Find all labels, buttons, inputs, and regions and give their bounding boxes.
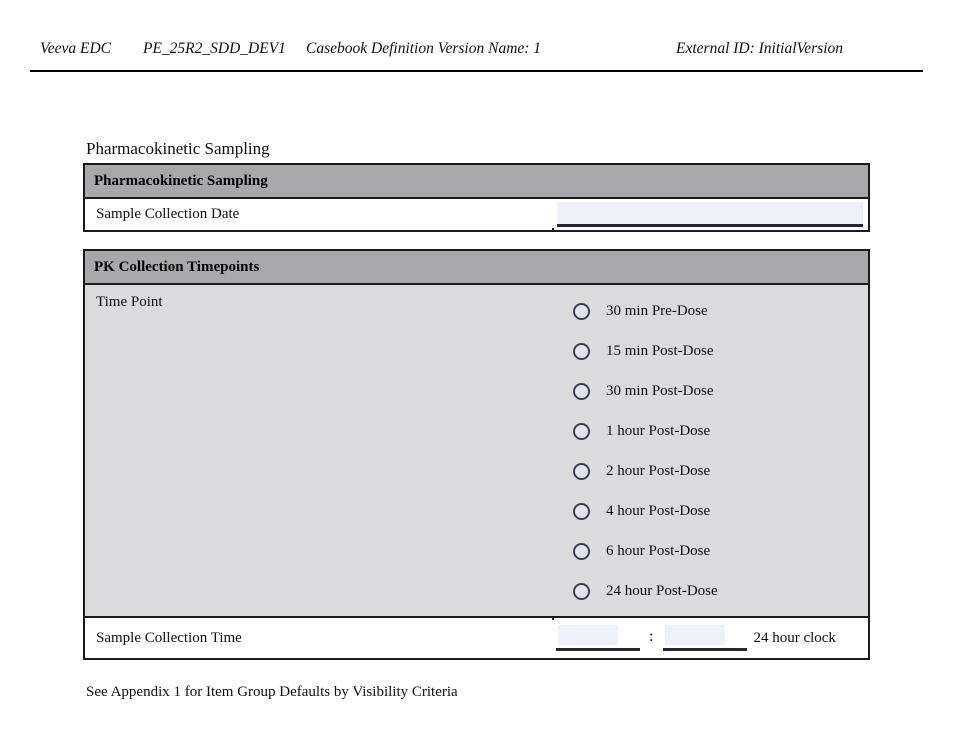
radio-unselected-icon[interactable] — [573, 543, 590, 560]
radio-option-1hour-post-dose[interactable] — [573, 411, 718, 451]
field-label: Sample Collection Date — [96, 206, 240, 222]
table-row-time-point — [85, 285, 868, 616]
radio-unselected-icon[interactable] — [573, 423, 590, 440]
time-separator: : — [649, 628, 654, 645]
radio-unselected-icon[interactable] — [573, 383, 590, 400]
item-group-header — [85, 165, 868, 199]
radio-option-15min-post-dose[interactable] — [573, 331, 718, 371]
column-divider-tick — [552, 616, 554, 620]
radio-option-label: 4 hour Post-Dose — [606, 502, 711, 519]
casebook-version-label: Casebook Definition Version Name: 1 — [306, 40, 542, 57]
app-name: Veeva EDC — [40, 40, 112, 57]
radio-option-label: 24 hour Post-Dose — [606, 582, 718, 599]
column-divider-tick — [552, 228, 554, 232]
item-group-pharmacokinetic-sampling — [83, 163, 870, 232]
minute-field[interactable] — [663, 625, 747, 651]
radio-option-label: 30 min Post-Dose — [606, 382, 714, 399]
time-input-group — [556, 625, 836, 651]
table-row-sample-collection-date — [85, 199, 868, 230]
appendix-note: See Appendix 1 for Item Group Defaults by Visibility Criteria — [86, 684, 458, 700]
table-row-sample-collection-time — [85, 616, 868, 658]
external-id-label: External ID: InitialVersion — [676, 40, 844, 57]
radio-option-6hour-post-dose[interactable] — [573, 531, 718, 571]
radio-option-24hour-post-dose[interactable] — [573, 571, 718, 611]
radio-option-30min-post-dose[interactable] — [573, 371, 718, 411]
time-format-note: 24 hour clock — [753, 630, 836, 646]
radio-option-label: 30 min Pre-Dose — [606, 302, 708, 319]
item-group-title: PK Collection Timepoints — [94, 258, 260, 275]
field-label: Sample Collection Time — [96, 629, 242, 646]
radio-option-label: 2 hour Post-Dose — [606, 462, 711, 479]
radio-unselected-icon[interactable] — [573, 463, 590, 480]
radio-option-4hour-post-dose[interactable] — [573, 491, 718, 531]
radio-option-label: 1 hour Post-Dose — [606, 422, 711, 439]
sample-collection-date-input[interactable] — [557, 202, 863, 227]
radio-option-30min-pre-dose[interactable] — [573, 291, 718, 331]
hour-field[interactable] — [556, 625, 640, 651]
radio-unselected-icon[interactable] — [573, 583, 590, 600]
radio-unselected-icon[interactable] — [573, 343, 590, 360]
time-point-radio-group — [573, 291, 718, 611]
radio-option-2hour-post-dose[interactable] — [573, 451, 718, 491]
radio-option-label: 15 min Post-Dose — [606, 342, 714, 359]
header-divider-rule — [30, 70, 923, 72]
radio-unselected-icon[interactable] — [573, 503, 590, 520]
radio-option-label: 6 hour Post-Dose — [606, 542, 711, 559]
field-label: Time Point — [96, 294, 163, 310]
page-title: Pharmacokinetic Sampling — [86, 139, 270, 158]
hour-input[interactable] — [558, 625, 618, 645]
item-group-header — [85, 251, 868, 285]
radio-unselected-icon[interactable] — [573, 303, 590, 320]
minute-input[interactable] — [665, 625, 725, 645]
study-id: PE_25R2_SDD_DEV1 — [143, 40, 286, 57]
item-group-pk-collection-timepoints — [83, 249, 870, 660]
item-group-title: Pharmacokinetic Sampling — [94, 172, 268, 189]
